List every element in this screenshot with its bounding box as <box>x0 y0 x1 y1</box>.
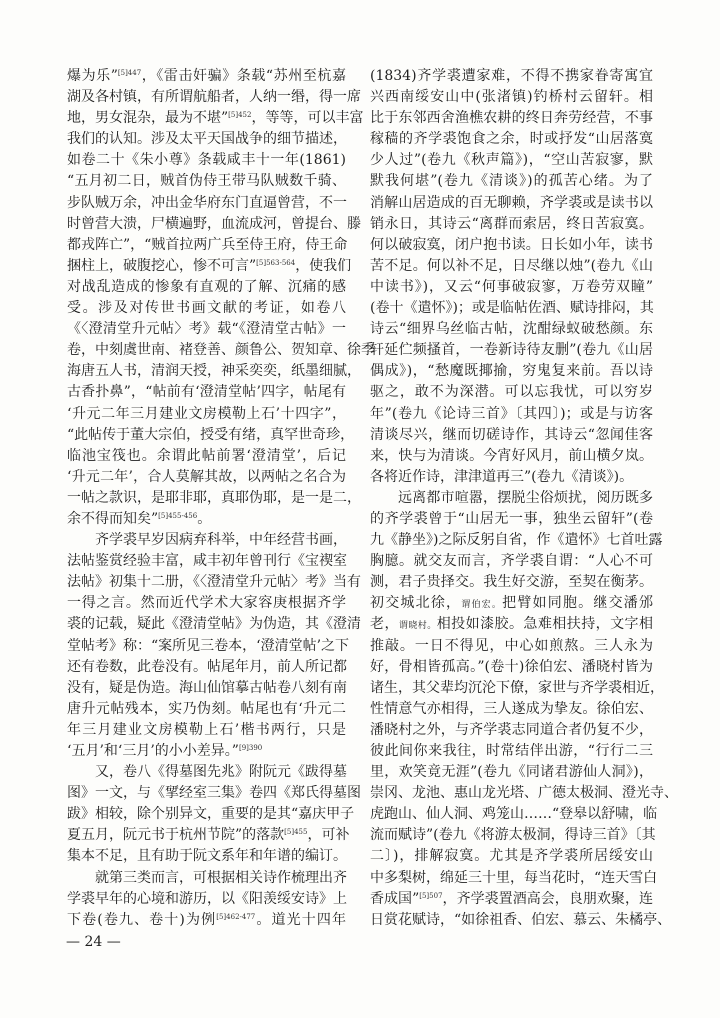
citation-mark: [5]507 <box>419 891 443 900</box>
text-line <box>67 889 346 910</box>
citation-mark: [9]390 <box>238 744 263 752</box>
text-run: 稼穑的齐学裘饱食之余，时或抒发“山居落寞 <box>370 131 653 148</box>
text-run: 临池宝筏也。余谓此帖前署‘澄清堂’，后记 <box>67 447 346 464</box>
text-line <box>67 593 346 614</box>
text-line <box>370 783 678 804</box>
text-run: 余不得而知矣” <box>67 510 159 527</box>
text-run: 如卷二十《朱小尊》条载咸丰十一年(1861) <box>67 152 346 169</box>
text-run: 。道光十四年 <box>255 911 346 928</box>
text-line <box>370 361 653 382</box>
text-line <box>67 361 361 382</box>
text-run: 二〕)，排解寂寞。尤其是齐学裘所居绥安山 <box>370 848 653 865</box>
text-run: 集本不足，且有助于阮文系年和年谱的编订。 <box>67 848 347 865</box>
text-run: 九《静坐》)之际反躬自省，作《遣怀》七首吐露 <box>370 532 663 549</box>
text-line <box>67 340 375 361</box>
citation-mark: [5]563-564 <box>256 258 296 267</box>
text-line <box>370 910 672 931</box>
text-run: 来，快与为清谈。今宵好风月，前山横夕岚。 <box>370 447 653 464</box>
text-run: 地，男女混杂，最为不堪” <box>67 110 229 127</box>
text-line <box>370 193 653 214</box>
text-line <box>67 678 346 699</box>
text-run: 销永日，其诗云“离群而索居，终日苦寂寞。 <box>370 215 653 232</box>
text-run: 比于东邻西舍渔樵农耕的终日奔劳经营，不事 <box>370 110 653 127</box>
text-run: 初交城北徐， <box>370 595 462 612</box>
text-line <box>67 636 350 657</box>
text-run: 就第三类而言，可根据相关诗作梳理出齐 <box>95 869 347 886</box>
text-run: 齐学裘早岁因病弃科举，中年经营书画， <box>95 532 347 549</box>
text-run: “此帖传于董大宗伯，授受有绪，真罕世奇珍， <box>67 426 355 443</box>
text-run: 轩延伫频搔首，一卷新诗待友删”(卷九《山居 <box>370 342 653 359</box>
text-line <box>370 214 653 235</box>
text-line <box>370 404 653 425</box>
text-line <box>67 256 352 277</box>
text-run: ‘五月’和‘三月’的小小差异。” <box>67 743 239 759</box>
text-run: 又，卷八《得墓图先兆》附阮元《跋得墓 <box>95 764 347 781</box>
text-run: 裘的记载，疑此《澄清堂帖》为伪造，其《澄清 <box>67 616 361 633</box>
text-run: 诸生，其父辈均沉沦下僚，家世与齐学裘相近， <box>370 679 664 696</box>
text-line <box>370 171 653 192</box>
text-line <box>370 256 653 277</box>
text-line <box>370 804 658 825</box>
left-column <box>67 66 375 931</box>
text-line <box>370 488 653 509</box>
text-run: 相投如漆胶。急难相扶持，文字相 <box>436 616 654 633</box>
right-column <box>370 66 678 931</box>
text-run: 夏五月，阮元书于杭州节院”的落款 <box>67 827 285 844</box>
citation-mark: [5]455-456 <box>158 511 198 520</box>
text-line <box>67 425 355 446</box>
text-line <box>370 699 653 720</box>
text-line <box>67 171 346 192</box>
text-line <box>370 593 653 614</box>
text-line <box>370 319 653 340</box>
text-run: 诗云“细界乌丝临古帖，沈酣绿蚁破愁颜。东 <box>370 321 653 338</box>
text-run: 捆柱上，破腹挖心，惨不可言” <box>67 257 257 274</box>
text-line <box>370 636 653 657</box>
text-run: 崇冈、龙池、惠山龙光塔、广德太极洞、澄光寺、 <box>370 785 678 802</box>
text-line <box>67 193 346 214</box>
text-line <box>67 129 346 150</box>
text-line <box>67 467 346 488</box>
text-line <box>67 530 346 551</box>
text-run: 图》一文，与《揅经室三集》卷四《郑氏得墓图 <box>67 785 361 802</box>
text-run: (卷十《遣怀》)；或是临帖佐酒、赋诗排闷，其 <box>370 300 654 317</box>
text-line <box>67 319 346 340</box>
text-run: 远离都市喧嚣，摆脱尘俗烦扰，阅历既多 <box>398 489 653 506</box>
text-run: 香成国” <box>370 890 420 907</box>
text-line <box>370 825 656 846</box>
text-run: 对战乱造成的惨象有直观的了解、沉痛的感 <box>67 278 346 295</box>
text-run: ‘升元二年’，合人莫解其故，以两帖之名合为 <box>67 468 346 485</box>
text-line <box>67 298 346 319</box>
text-run: 海唐五人书，清润天授，神采奕奕，纸墨细腻， <box>67 363 361 380</box>
text-run: ，《雷击奸骗》条载“苏州至杭嘉 <box>141 68 346 84</box>
inline-note: 谓晓村。 <box>398 621 437 632</box>
text-line <box>67 150 346 171</box>
text-run: 湖及各村镇，有所谓航船者，人纳一缗，得一席 <box>67 89 361 106</box>
text-run: 卷，中刻虞世南、褚登善、颜鲁公、贺知章、徐季 <box>67 342 375 359</box>
text-line <box>67 614 361 635</box>
text-line <box>370 382 653 403</box>
text-line <box>67 868 346 889</box>
text-run: 年”(卷九《论诗三首》〔其四〕)；或是与访客 <box>370 405 653 422</box>
text-line <box>67 741 346 762</box>
text-line <box>370 66 653 87</box>
text-run: 下卷(卷九、卷十)为例 <box>67 911 217 928</box>
text-line <box>67 404 346 425</box>
inline-note: 谓伯宏。 <box>461 600 503 611</box>
text-run: 日赏花赋诗，“如徐祖香、伯宏、慕云、朱橘亭、 <box>370 911 672 928</box>
text-run: 默我何堪”(卷九《清谈》)的孤苦心绪。为了 <box>370 173 653 190</box>
text-line <box>370 340 653 361</box>
text-line <box>67 762 346 783</box>
text-run: 各将近作诗，津津道再三”(卷九《清谈》)。 <box>370 468 634 485</box>
text-line <box>67 910 346 931</box>
text-line <box>67 699 346 720</box>
text-run: 苦不足。何以补不足，日尽继以烛”(卷九《山 <box>370 257 653 274</box>
text-line <box>67 509 346 530</box>
text-run: 步队贼万余，冲出金华府东门直逼曾营，不一 <box>67 194 347 211</box>
text-run: 清谈尽兴，继而切磋诗作，其诗云“忽闻佳客 <box>370 426 653 443</box>
text-run: 偶成》)，“愁魔既揶揄，穷鬼复来前。吾以诗 <box>370 363 653 380</box>
text-run: 学裘早年的心境和游历，以《阳羡绥安诗》上 <box>67 890 347 907</box>
text-run: 中多梨树，绵延三十里，每当花时，“连天雪白 <box>370 869 658 886</box>
text-run: ，等等，可以丰富 <box>251 110 364 127</box>
text-line <box>370 720 653 741</box>
text-line <box>370 572 653 593</box>
text-run: ，齐学裘置酒高会，良朋欢聚，连 <box>442 890 653 907</box>
citation-mark: [5]452 <box>228 111 252 120</box>
text-run: ‘升元二年三月建业文房模勒上石’十四字”， <box>67 405 346 422</box>
text-line <box>67 66 346 87</box>
text-run: 堂帖考》称：“案所见三卷本，‘澄清堂帖’之下 <box>67 637 350 654</box>
citation-mark: [5]455 <box>284 828 308 837</box>
text-line <box>370 868 658 889</box>
text-run: 还有卷数，此卷没有。帖尾年月，前人所记都 <box>67 658 347 675</box>
text-line <box>370 129 653 150</box>
text-run: 彼此间你来我往，时常结伴出游，“行行二三 <box>370 743 653 759</box>
text-line <box>370 657 653 678</box>
text-line <box>67 488 361 509</box>
text-run: 爆为乐” <box>67 68 118 84</box>
text-run: 我们的认知。涉及太平天国战争的细节描述， <box>67 131 347 148</box>
page-number: — 24 — <box>66 934 121 950</box>
text-run: 都戎阵亡”，“贼首拉两广兵至侍王府，侍王命 <box>67 236 348 253</box>
text-line <box>67 657 346 678</box>
text-line <box>67 720 346 741</box>
text-line <box>370 446 653 467</box>
text-run: 一得之言。然而近代学术大家容庚根据齐学 <box>67 595 346 612</box>
text-run: 一帖之款识，是耶非耶，真耶伪耶，是一是二， <box>67 489 361 506</box>
text-run: 中读书》)，又云“何事破寂寥，万卷劳双瞳” <box>370 278 653 295</box>
text-line <box>370 614 653 635</box>
text-line <box>370 741 653 762</box>
text-line <box>67 783 361 804</box>
text-run: 兴西南绥安山中(张渚镇)钓桥村云留轩。相 <box>370 89 653 106</box>
text-line <box>67 108 364 129</box>
text-run: 性情意气亦相得，三人遂成为挚友。徐伯宏、 <box>370 700 653 717</box>
text-line <box>67 846 346 867</box>
text-line <box>67 277 346 298</box>
text-run: 老， <box>370 616 399 633</box>
text-run: 测，君子贵择交。我生好交游，至契在衡茅。 <box>370 574 653 591</box>
text-line <box>370 235 653 256</box>
text-line <box>370 509 653 530</box>
text-line <box>370 762 653 783</box>
text-run: 里，欢笑竟无涯”(卷九《同诸君游仙人洞》)， <box>370 764 653 781</box>
text-line <box>370 467 653 488</box>
text-run: 好，骨相皆孤高。”(卷十)徐伯宏、潘晓村皆为 <box>370 658 653 675</box>
text-run: 法帖》初集十二册，《〈澄清堂升元帖〉考》当有 <box>67 574 361 591</box>
text-run: 古香扑鼻”，“帖前有‘澄清堂帖’四字，帖尾有 <box>67 384 346 401</box>
text-line <box>67 572 361 593</box>
text-line <box>67 804 355 825</box>
text-line <box>370 530 663 551</box>
citation-mark: [5]447 <box>117 69 142 77</box>
text-run: 虎跑山、仙人洞、鸡笼山……“登皋以舒啸，临 <box>370 806 658 823</box>
text-line <box>370 87 653 108</box>
text-line <box>370 889 653 910</box>
text-run: 流而赋诗”(卷九《将游太极洞，得诗三首》〔其 <box>370 827 656 844</box>
text-run: 推敲。一日不得见，中心如煎熬。三人永为 <box>370 637 653 654</box>
text-run: 驱之，敢不为深潜。可以忘我忧，可以穷岁 <box>370 384 653 401</box>
text-line <box>67 235 346 256</box>
text-line <box>370 425 653 446</box>
text-line <box>67 382 346 403</box>
text-run: 潘晓村之外，与齐学裘志同道合者仍复不少， <box>370 721 653 738</box>
text-line <box>370 108 653 129</box>
text-run: 跋》相较，除个别异文，重要的是其“嘉庆甲子 <box>67 806 355 823</box>
text-run: 时曾营大溃，尸横遍野，血流成河，曾提台、滕 <box>67 215 361 232</box>
text-line <box>67 551 346 572</box>
text-run: 少人过”(卷九《秋声篇》)，“空山苦寂寥，默 <box>370 152 653 169</box>
text-line <box>67 214 361 235</box>
text-line <box>370 678 664 699</box>
text-run: “五月初二日，贼首伪侍王带马队贼数千骑、 <box>67 173 346 190</box>
text-run: ，使我们 <box>295 257 352 274</box>
text-run: 年三月建业文房模勒上石’楷书两行，只是 <box>67 721 346 738</box>
text-run: 的齐学裘曾于“山居无一事，独坐云留轩”(卷 <box>370 510 653 527</box>
text-run: 。 <box>197 510 212 527</box>
text-run: 《〈澄清堂升元帖〉考》载“《澄清堂古帖》一 <box>67 321 346 338</box>
text-run: 唐升元帖残本，实乃伪刻。帖尾也有‘升元二 <box>67 700 346 717</box>
text-line <box>67 825 350 846</box>
text-run: 把臂如同胞。继交潘邠 <box>502 595 653 612</box>
text-run: 消解山居造成的百无聊赖，齐学裘或是读书以 <box>370 194 653 211</box>
text-run: ，可补 <box>307 827 350 844</box>
text-line <box>370 277 653 298</box>
text-run: 受。涉及对传世书画文献的考证，如卷八 <box>67 300 346 317</box>
text-line <box>370 298 653 319</box>
text-line <box>67 87 361 108</box>
text-line <box>370 551 653 572</box>
text-run: 胸臆。就交友而言，齐学裘自谓：“人心不可 <box>370 553 653 570</box>
text-run: 没有，疑是伪造。海山仙馆摹古帖卷八刻有南 <box>67 679 347 696</box>
text-run: 何以破寂寞，闭户抱书读。日长如小年，读书 <box>370 236 653 253</box>
text-run: (1834)齐学裘遭家难，不得不携家眷寄寓宜 <box>370 68 653 84</box>
text-run: 法帖鉴赏经验丰富，咸丰初年曾刊行《宝禊室 <box>67 553 347 570</box>
text-line <box>67 446 346 467</box>
text-line <box>370 846 653 867</box>
text-line <box>370 150 653 171</box>
citation-mark: [5]462-477 <box>216 912 256 921</box>
